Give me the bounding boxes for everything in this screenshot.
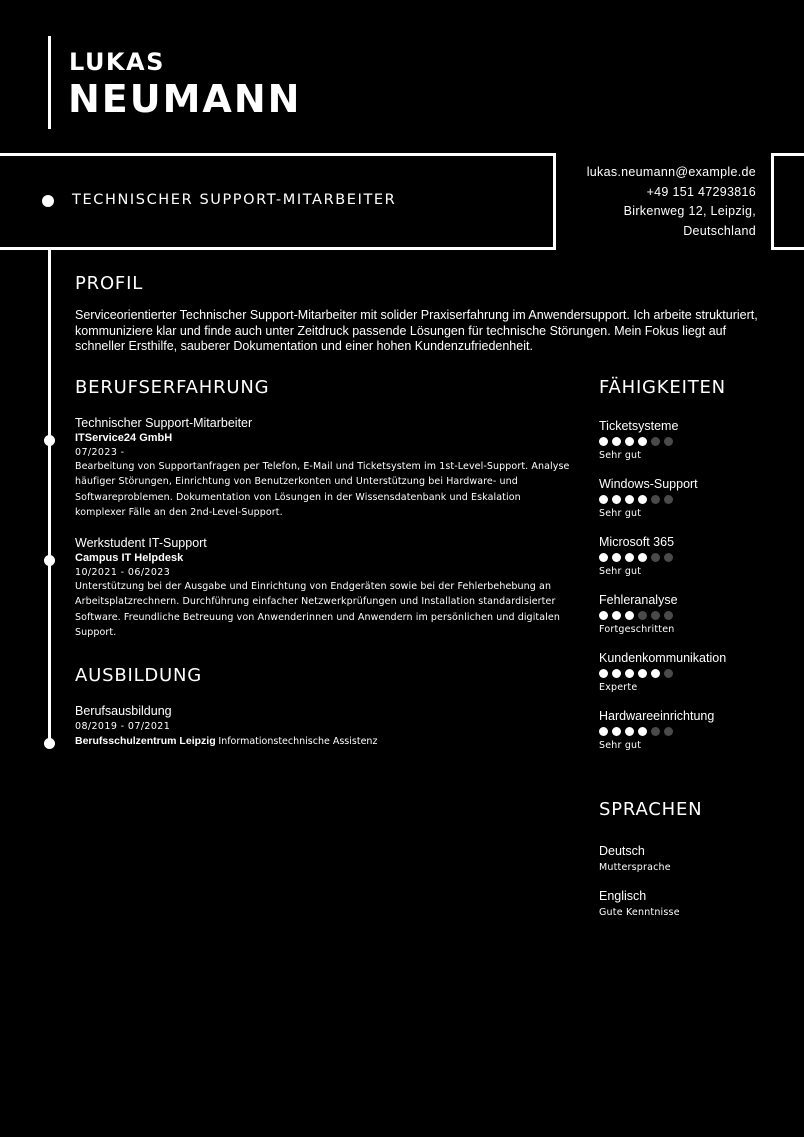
email-link[interactable]: lukas.neumann@example.de (586, 165, 756, 179)
job-date: 07/2023 - (75, 447, 125, 458)
languages-heading: SPRACHEN (599, 799, 703, 820)
skill-name: Kundenkommunikation (599, 651, 727, 665)
language-level: Gute Kenntnisse (599, 907, 680, 918)
skill-name: Microsoft 365 (599, 535, 675, 549)
experience-heading: BERUFSERFAHRUNG (75, 377, 270, 398)
job-date: 10/2021 - 06/2023 (75, 567, 171, 578)
skill-rating (599, 611, 779, 620)
name-accent-bar (48, 36, 51, 129)
job-description: Bearbeitung von Supportanfragen per Telefon, E-Mail und Ticketsystem im 1st-Level-Support. Analyse häufiger Störungen, Einrichtung von Benutzerkonten und Unterstützung bei Hardware- und Softwareproblemen. Dokumentation von Lösungen in der Wissensdatenbank und Eskalation komplexer Fälle an den 2nd-Level-Support. (75, 461, 570, 518)
contact-accent-box (771, 153, 804, 250)
rating-dot-empty (664, 727, 673, 736)
rating-dot-filled (612, 495, 621, 504)
title-bullet-dot (42, 195, 54, 207)
skill-name: Fehleranalyse (599, 593, 678, 607)
rating-dot-filled (599, 727, 608, 736)
timeline-line (48, 247, 51, 744)
education-degree: Informationstechnische Assistenz (218, 736, 378, 747)
profile-text: Serviceorientierter Technischer Support-Mitarbeiter mit solider Praxiserfahrung im Anwendersupport. Ich arbeite strukturiert, kommuniziere klar und finde auch unter Zeitdruck passende Lösungen für technische Störungen. Mein Fokus liegt auf schneller Ersthilfe, sauberer Dokumentation und einer hohen Kundenzufriedenheit. (75, 308, 758, 353)
rating-dot-empty (664, 553, 673, 562)
rating-dot-empty (664, 669, 673, 678)
rating-dot-filled (638, 553, 647, 562)
rating-dot-filled (625, 495, 634, 504)
rating-dot-empty (664, 611, 673, 620)
skill-rating (599, 669, 779, 678)
rating-dot-filled (599, 553, 608, 562)
education-entry (75, 704, 377, 747)
timeline-dot (44, 435, 55, 446)
skill-rating (599, 495, 779, 504)
skill-level: Sehr gut (599, 566, 642, 577)
rating-dot-filled (612, 553, 621, 562)
timeline-dot (44, 555, 55, 566)
skill-level: Sehr gut (599, 450, 642, 461)
skill-rating (599, 553, 779, 562)
skill-name: Windows-Support (599, 477, 698, 491)
rating-dot-empty (651, 553, 660, 562)
rating-dot-filled (638, 437, 647, 446)
skill-item (599, 477, 779, 535)
rating-dot-filled (612, 727, 621, 736)
rating-dot-filled (599, 611, 608, 620)
skill-name: Hardwareeinrichtung (599, 709, 715, 723)
skill-level: Fortgeschritten (599, 624, 675, 635)
rating-dot-filled (599, 669, 608, 678)
rating-dot-filled (625, 437, 634, 446)
rating-dot-empty (638, 611, 647, 620)
timeline-dot (44, 738, 55, 749)
skill-item (599, 593, 779, 651)
job-entry (75, 416, 570, 520)
skill-item (599, 651, 779, 709)
skill-level: Sehr gut (599, 508, 642, 519)
rating-dot-empty (651, 437, 660, 446)
skill-item (599, 535, 779, 593)
rating-dot-empty (664, 495, 673, 504)
contact-block (556, 163, 756, 241)
skills-heading: FÄHIGKEITEN (599, 377, 726, 398)
rating-dot-filled (625, 669, 634, 678)
job-company: ITService24 GmbH (75, 432, 173, 444)
first-name: LUKAS (69, 48, 165, 76)
skill-level: Experte (599, 682, 638, 693)
rating-dot-filled (612, 437, 621, 446)
address-line-1: Birkenweg 12, Leipzig, (623, 204, 756, 218)
job-role: Technischer Support-Mitarbeiter (75, 416, 253, 430)
education-title: Berufsausbildung (75, 704, 172, 718)
rating-dot-filled (599, 437, 608, 446)
job-role: Werkstudent IT-Support (75, 536, 207, 550)
skill-name: Ticketsysteme (599, 419, 679, 433)
skills-list (599, 419, 779, 767)
skill-item (599, 419, 779, 477)
skill-rating (599, 727, 779, 736)
job-title: TECHNISCHER SUPPORT-MITARBEITER (72, 192, 397, 208)
rating-dot-empty (651, 611, 660, 620)
education-date: 08/2019 - 07/2021 (75, 721, 171, 732)
rating-dot-filled (638, 727, 647, 736)
phone-link[interactable]: +49 151 47293816 (646, 184, 756, 199)
skill-item (599, 709, 779, 767)
rating-dot-empty (664, 437, 673, 446)
rating-dot-filled (638, 495, 647, 504)
job-description: Unterstützung bei der Ausgabe und Einrichtung von Endgeräten sowie bei der Fehlerbehebung an Arbeitsplatzrechnern. Durchführung einfacher Netzwerkprüfungen und Installation standardisierter Software. Freundliche Betreuung von Anwenderinnen und Anwendern im persönlichen und digitalen Support. (75, 581, 560, 638)
last-name: NEUMANN (68, 77, 302, 121)
profile-heading: PROFIL (75, 273, 144, 294)
education-heading: AUSBILDUNG (75, 665, 203, 686)
rating-dot-empty (651, 727, 660, 736)
job-entry (75, 536, 570, 640)
rating-dot-empty (651, 495, 660, 504)
rating-dot-filled (638, 669, 647, 678)
rating-dot-filled (612, 669, 621, 678)
rating-dot-filled (599, 495, 608, 504)
language-level: Muttersprache (599, 862, 671, 873)
skill-level: Sehr gut (599, 740, 642, 751)
job-company: Campus IT Helpdesk (75, 552, 184, 564)
education-school: Berufsschulzentrum Leipzig (75, 735, 216, 747)
language-item (599, 844, 671, 873)
rating-dot-filled (625, 611, 634, 620)
language-item (599, 889, 680, 918)
rating-dot-filled (651, 669, 660, 678)
language-name: Deutsch (599, 844, 645, 858)
skill-rating (599, 437, 779, 446)
rating-dot-filled (625, 553, 634, 562)
rating-dot-filled (612, 611, 621, 620)
rating-dot-filled (625, 727, 634, 736)
language-name: Englisch (599, 889, 647, 903)
address-line-2: Deutschland (683, 223, 756, 238)
